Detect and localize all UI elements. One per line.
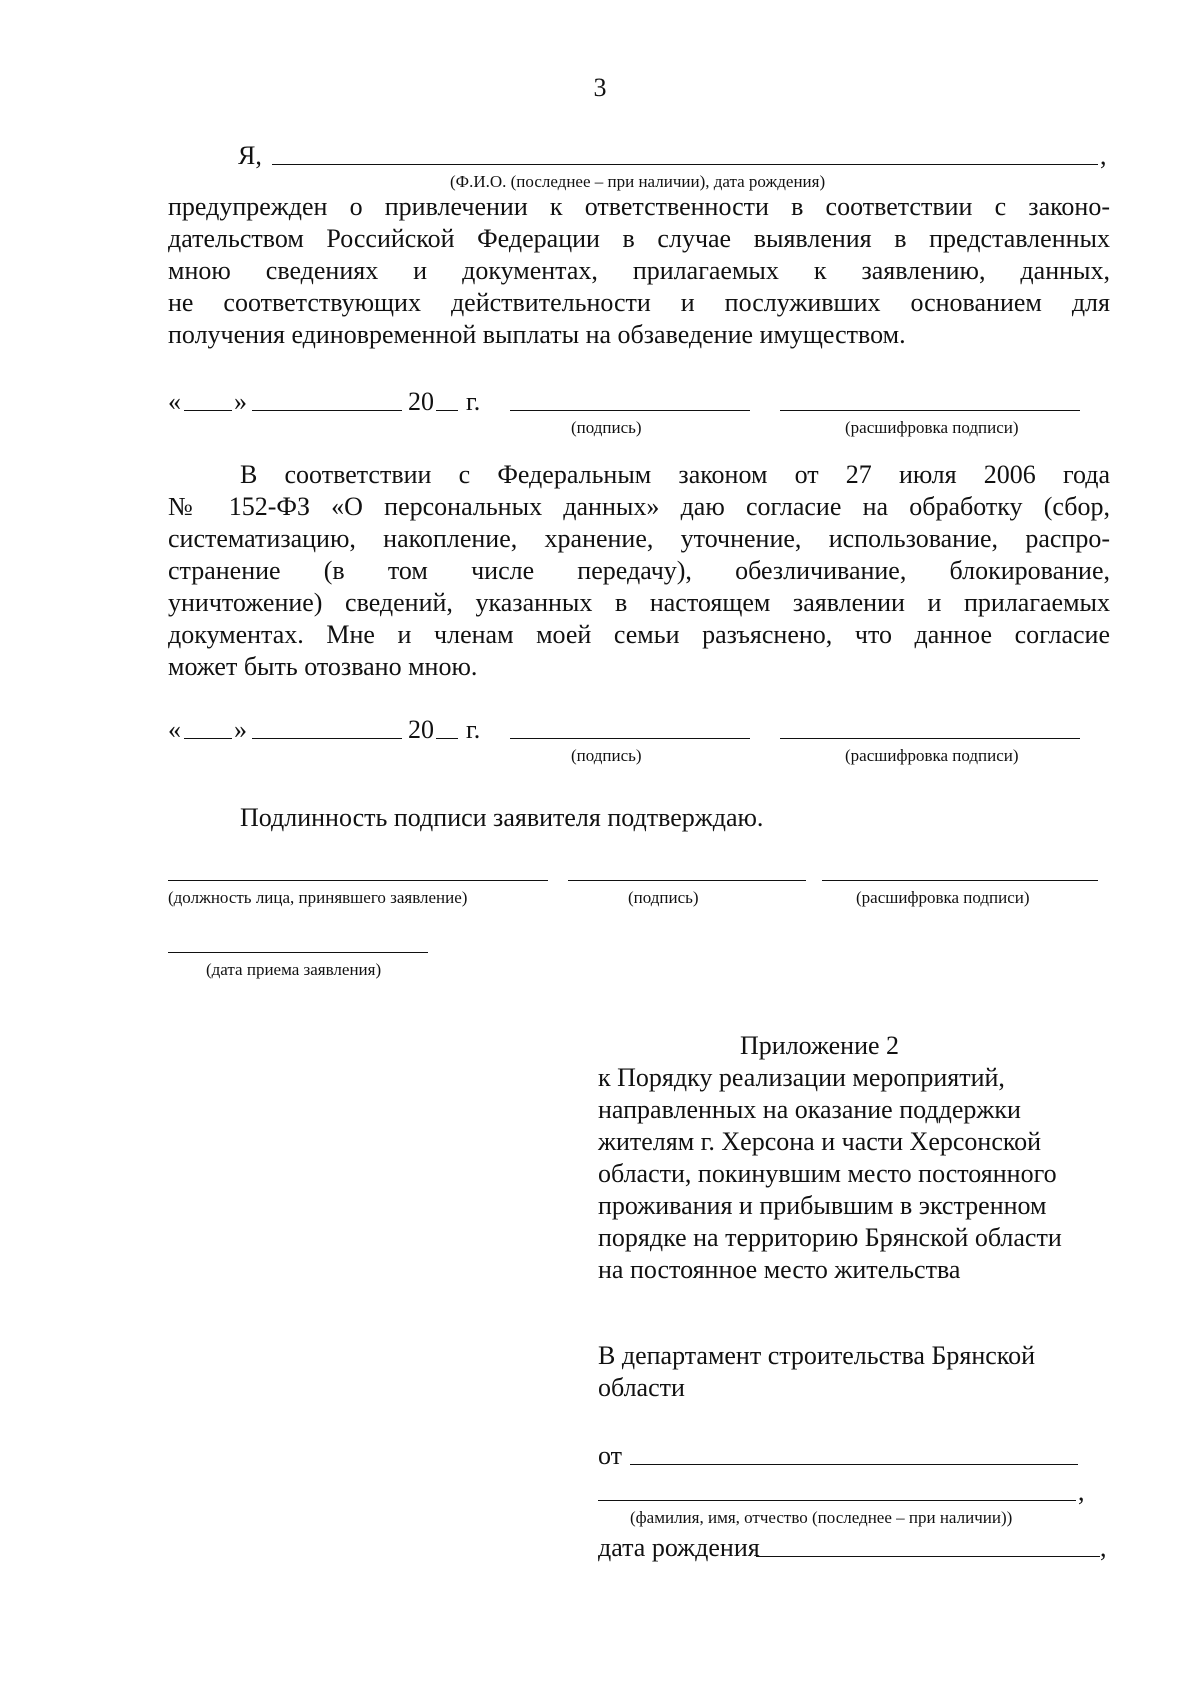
year-suffix: г. [466, 387, 481, 416]
fio-blank-line[interactable] [272, 164, 1098, 165]
day-blank-line[interactable] [184, 410, 232, 411]
from-blank-line-2[interactable] [598, 1500, 1076, 1501]
from-blank-line[interactable] [630, 1464, 1078, 1465]
declaration-text [168, 191, 1110, 351]
quote-open: « [168, 715, 181, 744]
declarant-prefix: Я, [238, 141, 262, 170]
month-blank-line[interactable] [252, 738, 402, 739]
addressee-line: области [598, 1373, 685, 1402]
name-comma: , [1078, 1477, 1085, 1506]
position-caption: (должность лица, принявшего заявление) [168, 888, 468, 907]
appendix-line: к Порядку реализации мероприятий, [598, 1063, 1005, 1092]
appendix-line: на постоянное место жительства [598, 1255, 961, 1284]
birth-date-label: дата рождения [598, 1533, 760, 1562]
consent-text [168, 459, 1110, 683]
official-signature-blank-line[interactable] [568, 880, 806, 881]
day-blank-line[interactable] [184, 738, 232, 739]
declaration-line: не соответствующих действительности и послуживших основанием для [168, 288, 1110, 317]
addressee-line: В департамент строительства Брянской [598, 1341, 1036, 1370]
appendix-line: проживания и прибывшим в экстренном [598, 1191, 1047, 1220]
addressee-text [598, 1340, 1035, 1404]
signature-caption: (подпись) [571, 746, 642, 765]
month-blank-line[interactable] [252, 410, 402, 411]
receipt-date-caption: (дата приема заявления) [206, 960, 382, 979]
declaration-line: получения единовременной выплаты на обзаведение имуществом. [168, 320, 906, 349]
fio-caption: (Ф.И.О. (последнее – при наличии), дата рождения) [450, 172, 826, 191]
official-decode-caption: (расшифровка подписи) [856, 888, 1030, 907]
consent-line: В соответствии с Федеральным законом от 27 июля 2006 года [240, 460, 1110, 489]
authenticity-statement: Подлинность подписи заявителя подтверждаю. [240, 803, 764, 832]
consent-line: № 152-ФЗ «О персональных данных» даю согласие на обработку (сбор, [168, 492, 1110, 521]
quote-close: » [234, 387, 247, 416]
declaration-line: мною сведениях и документах, прилагаемых к заявлению, данных, [168, 256, 1110, 285]
year-blank-line[interactable] [436, 738, 458, 739]
declaration-line: предупрежден о привлечении к ответственности в соответствии с законо- [168, 192, 1110, 221]
appendix-title: Приложение 2 [740, 1031, 900, 1060]
consent-line: документах. Мне и членам моей семьи разъяснено, что данное согласие [168, 620, 1110, 649]
consent-line: может быть отозвано мною. [168, 652, 478, 681]
signature-blank-line[interactable] [510, 410, 750, 411]
year-blank-line[interactable] [436, 410, 458, 411]
appendix-line: порядке на территорию Брянской области [598, 1223, 1062, 1252]
signature-blank-line[interactable] [510, 738, 750, 739]
official-signature-caption: (подпись) [628, 888, 699, 907]
birth-date-blank-line[interactable] [756, 1556, 1100, 1557]
appendix-line: направленных на оказание поддержки [598, 1095, 1021, 1124]
signature-decode-blank-line[interactable] [780, 738, 1080, 739]
from-label: от [598, 1441, 623, 1470]
year-suffix: г. [466, 715, 481, 744]
consent-line: систематизацию, накопление, хранение, уточнение, использование, распро- [168, 524, 1110, 553]
declarant-comma: , [1100, 141, 1107, 170]
name-caption: (фамилия, имя, отчество (последнее – при наличии)) [630, 1508, 1013, 1527]
position-blank-line[interactable] [168, 880, 548, 881]
year-prefix: 20 [408, 715, 434, 744]
appendix-line: области, покинувшим место постоянного [598, 1159, 1057, 1188]
page-number: 3 [593, 73, 607, 102]
signature-decode-blank-line[interactable] [780, 410, 1080, 411]
birth-date-comma: , [1100, 1533, 1107, 1562]
receipt-date-blank-line[interactable] [168, 952, 428, 953]
signature-decode-caption: (расшифровка подписи) [845, 746, 1019, 765]
signature-caption: (подпись) [571, 418, 642, 437]
appendix-line: жителям г. Херсона и части Херсонской [598, 1127, 1042, 1156]
quote-close: » [234, 715, 247, 744]
appendix-text [598, 1062, 1062, 1286]
declaration-line: дательством Российской Федерации в случае выявления в представленных [168, 224, 1110, 253]
consent-line: уничтожение) сведений, указанных в настоящем заявлении и прилагаемых [168, 588, 1110, 617]
signature-decode-caption: (расшифровка подписи) [845, 418, 1019, 437]
quote-open: « [168, 387, 181, 416]
year-prefix: 20 [408, 387, 434, 416]
consent-line: странение (в том числе передачу), обезличивание, блокирование, [168, 556, 1110, 585]
official-decode-blank-line[interactable] [822, 880, 1098, 881]
